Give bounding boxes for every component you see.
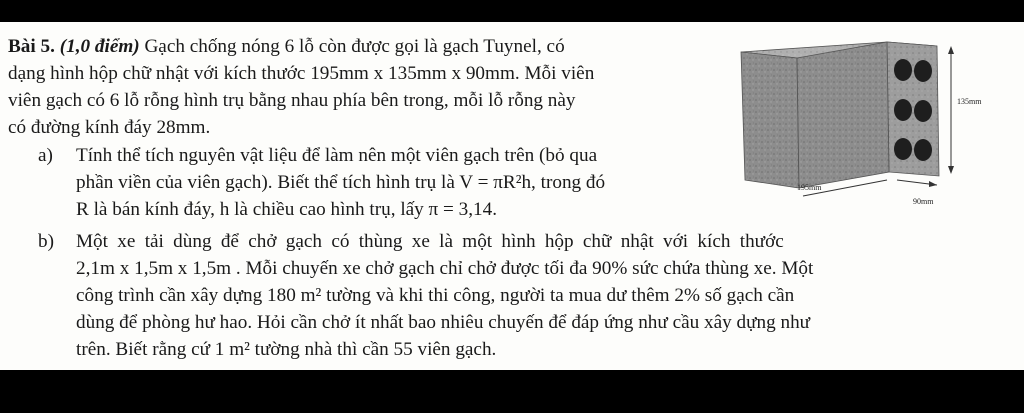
part-b-line-5: trên. Biết rằng cứ 1 m² tường nhà thì cần 55 viên gạch.	[76, 339, 497, 360]
intro-line-2: dạng hình hộp chữ nhật với kích thước 195mm x 135mm x 90mm. Mỗi viên	[8, 63, 595, 84]
part-a-line-3: R là bán kính đáy, h là chiều cao hình trụ, lấy π = 3,14.	[76, 199, 498, 220]
part-b-line-2: 2,1m x 1,5m x 1,5m . Mỗi chuyến xe chở gạch chỉ chở được tối đa 90% sức chứa thùng xe. Một	[76, 258, 814, 279]
part-a-line-1: Tính thể tích nguyên vật liệu để làm nên một viên gạch trên (bỏ qua	[76, 145, 598, 166]
brick-long-face	[797, 42, 889, 188]
part-b-label: b)	[38, 231, 54, 252]
brick-illustration	[737, 38, 1015, 208]
part-b-line-1: Một xe tải dùng để chở gạch có thùng xe là một hình hộp chữ nhật với kích thước	[76, 231, 784, 252]
problem-heading-line	[8, 35, 565, 59]
brick-figure	[737, 38, 1015, 208]
dim-height-label: 135mm	[957, 97, 982, 106]
part-a-line-2: phần viền của viên gạch). Biết thể tích hình trụ là V = πR²h, trong đó	[76, 172, 606, 193]
dim-width-label: 90mm	[913, 197, 934, 206]
brick-front-face	[741, 52, 799, 188]
part-b-line-3: công trình cần xây dựng 180 m² tường và khi thi công, người ta mua dư thêm 2% số gạch cần	[76, 285, 795, 306]
part-a-label: a)	[38, 145, 53, 166]
intro-line-4: có đường kính đáy 28mm.	[8, 117, 211, 138]
problem-number: Bài 5.	[8, 36, 55, 57]
dim-length-label: 195mm	[797, 183, 822, 192]
intro-line-1: Gạch chống nóng 6 lỗ còn được gọi là gạch Tuynel, có	[144, 36, 565, 57]
intro-line-3: viên gạch có 6 lỗ rỗng hình trụ bằng nhau phía bên trong, mỗi lỗ rỗng này	[8, 90, 576, 111]
problem-points: (1,0 điểm)	[59, 36, 140, 57]
part-b-line-4: dùng để phòng hư hao. Hỏi cần chở ít nhất bao nhiêu chuyến để đáp ứng như cầu xây dựng như	[76, 312, 811, 333]
